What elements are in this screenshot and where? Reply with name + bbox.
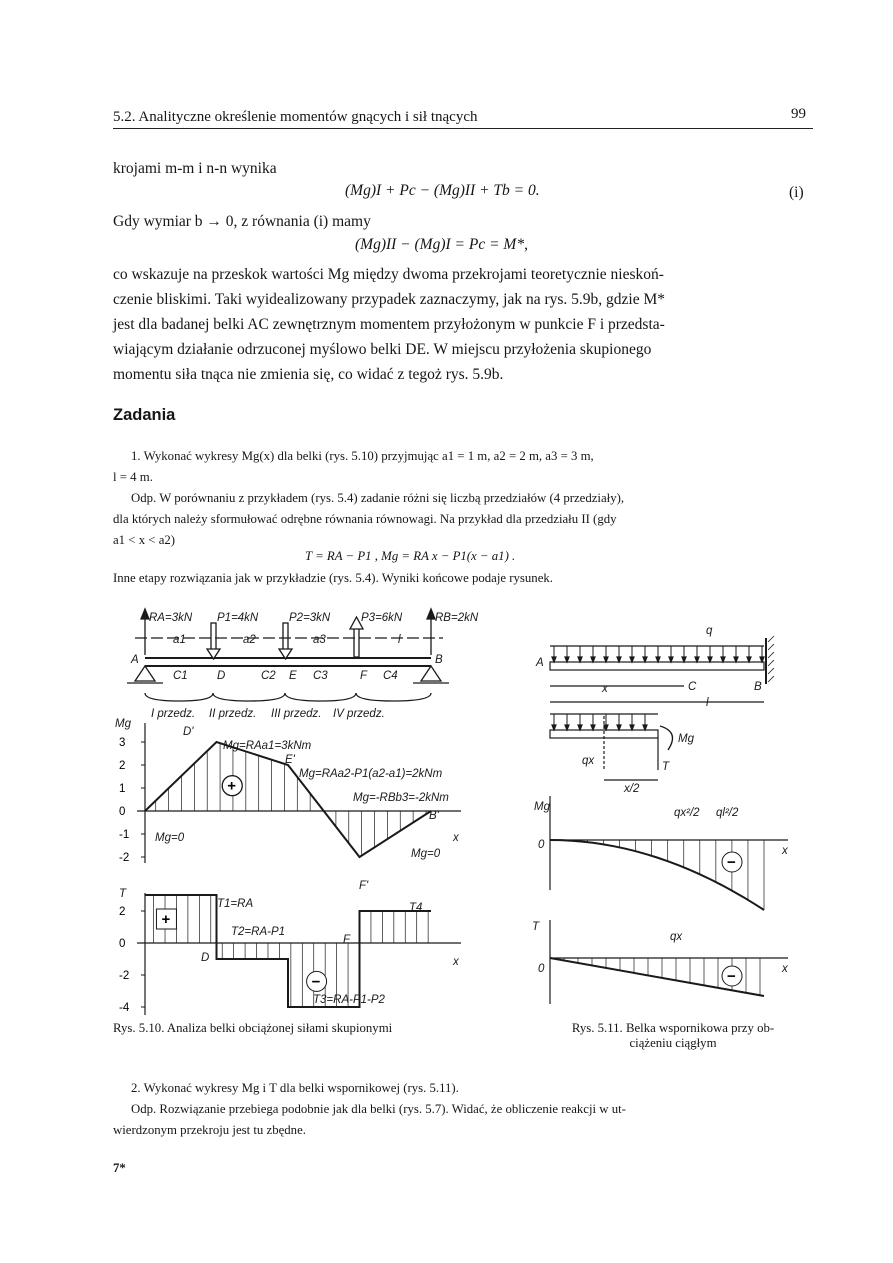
load-arrow-head xyxy=(617,725,621,730)
axis-label: T xyxy=(532,921,540,933)
load-arrow-head xyxy=(604,657,608,662)
moment-label: Mg=-RBb3=-2kNm xyxy=(353,792,449,804)
task-2 xyxy=(113,1078,815,1141)
point-label: E' xyxy=(285,754,295,766)
load-arrow-head xyxy=(747,657,751,662)
load-arrow-head xyxy=(643,657,647,662)
x-label: x xyxy=(782,845,788,857)
load-arrow-head xyxy=(565,725,569,730)
axis-label: Mg xyxy=(534,801,550,813)
load-arrow-head xyxy=(578,657,582,662)
shear-label: T3=RA-P1-P2 xyxy=(313,994,385,1006)
figure-caption xyxy=(528,1021,818,1051)
load-arrow-head xyxy=(682,657,686,662)
header-rule xyxy=(113,128,813,129)
point-label: F xyxy=(343,934,351,946)
figure-5-11 xyxy=(528,620,798,1012)
text-line: co wskazuje na przeskok wartości Mg między dwoma przekrojami teoretycznie nieskoń- xyxy=(113,266,664,283)
load-arrow-head xyxy=(643,725,647,730)
tick-label: 2 xyxy=(119,760,126,772)
paragraph xyxy=(113,262,815,387)
load-label: P2=3kN xyxy=(289,612,331,624)
point-label: E xyxy=(289,670,297,682)
load-arrow-head xyxy=(721,657,725,662)
axis-label: 0 xyxy=(538,963,545,975)
axis-label: T xyxy=(119,888,127,900)
load-arrow-head xyxy=(669,657,673,662)
x-label: x xyxy=(453,832,459,844)
minus-label: − xyxy=(727,968,736,985)
tick-label: -2 xyxy=(119,970,130,982)
point-label: D xyxy=(217,670,226,682)
point-label: C4 xyxy=(383,670,398,682)
point-label: B xyxy=(754,681,762,693)
moment-label: Mg xyxy=(678,733,694,745)
text-line: dla których należy sformułować odrębne równania równowagi. Na przykład dla przedziału II (gdy xyxy=(113,512,617,526)
load-arrow-head xyxy=(552,657,556,662)
equation-label: (i) xyxy=(789,184,804,201)
text-line: l = 4 m. xyxy=(113,470,153,484)
axis-label: Mg xyxy=(115,718,131,730)
point-label: A xyxy=(536,657,544,669)
load-arrow-head xyxy=(656,657,660,662)
load-arrow-head xyxy=(578,725,582,730)
point-label: C1 xyxy=(173,670,188,682)
point-label: F xyxy=(360,670,368,682)
moment-label: ql²/2 xyxy=(716,807,739,819)
dim-label: a2 xyxy=(243,634,256,646)
load-arrow-head xyxy=(760,657,764,662)
point-label: A xyxy=(131,654,139,666)
plus-label: + xyxy=(227,777,236,795)
shear-label: T xyxy=(662,761,670,773)
load-arrow-head xyxy=(708,657,712,662)
load-arrow-head xyxy=(552,725,556,730)
equation: T = RA − P1 , Mg = RA x − P1(x − a1) . xyxy=(305,549,516,563)
shear-label: T2=RA-P1 xyxy=(231,926,286,938)
text-line: Odp. Rozwiązanie przebiega podobnie jak dla belki (rys. 5.7). Widać, że obliczenie reakcji w ut- xyxy=(131,1102,626,1116)
text-line: Gdy wymiar b → 0, z równania (i) mamy xyxy=(113,213,371,230)
equation: (Mg)II − (Mg)I = Pc = M*, xyxy=(355,236,528,253)
text-line: Inne etapy rozwiązania jak w przykładzie (rys. 5.4). Wyniki końcowe podaje rysunek. xyxy=(113,571,553,585)
text-line: jest dla badanej belki AC zewnętrznym momentem przyłożonym w punkcie F i przedsta- xyxy=(113,316,665,333)
footer-signature: 7* xyxy=(113,1161,126,1175)
load-label: qx xyxy=(582,755,595,767)
interval-label: IV przedz. xyxy=(333,708,385,720)
point-label: B xyxy=(435,654,443,666)
load-arrow-head xyxy=(630,725,634,730)
section-heading: Zadania xyxy=(113,406,176,424)
equation-i: (Mg)I + Pc − (Mg)II + Tb = 0. xyxy=(345,182,540,199)
load-arrow-head xyxy=(591,725,595,730)
page-number: 99 xyxy=(791,106,806,122)
text-line: wierdzonym przekroju jest tu zbędne. xyxy=(113,1123,306,1137)
cantilever-moment-diagram xyxy=(550,796,788,910)
text-line: momentu siła tnąca nie zmienia się, co widać z tegoż rys. 5.9b. xyxy=(113,366,504,383)
point-label: D' xyxy=(183,726,194,738)
dim-label: l xyxy=(706,697,709,709)
point-label: F' xyxy=(359,880,369,892)
moment-label: qx²/2 xyxy=(674,807,700,819)
axis-label: 0 xyxy=(538,839,545,851)
text-line: krojami m-m i n-n wynika xyxy=(113,160,277,177)
figure-caption: Rys. 5.10. Analiza belki obciążonej siłami skupionymi xyxy=(113,1021,393,1035)
task-1 xyxy=(113,446,815,551)
load-label: P1=4kN xyxy=(217,612,259,624)
minus-label: − xyxy=(311,973,321,991)
interval-label: III przedz. xyxy=(271,708,322,720)
interval-label: I przedz. xyxy=(151,708,196,720)
text-line: Odp. W porównaniu z przykładem (rys. 5.4) zadanie różni się liczbą przedziałów (4 przedziały), xyxy=(131,491,625,505)
minus-label: − xyxy=(727,854,736,871)
text-line: czenie bliskimi. Taki wyidealizowany przypadek zaznaczymy, jak na rys. 5.9b, gdzie M* xyxy=(113,291,665,308)
dim-label: x xyxy=(602,683,608,695)
text-line: wiającym działanie odrzuconej myślowo belki DE. W miejscu przyłożenia skupionego xyxy=(113,341,652,358)
load-arrow-head xyxy=(617,657,621,662)
cantilever-shear-diagram xyxy=(550,920,788,1004)
point-label: D xyxy=(201,952,210,964)
plus-label: + xyxy=(161,911,171,928)
caption-line: Rys. 5.11. Belka wspornikowa przy ob- xyxy=(571,1021,775,1035)
load-arrow-head xyxy=(734,657,738,662)
tick-label: 1 xyxy=(119,783,126,795)
x-label: x xyxy=(782,963,788,975)
x-label: x xyxy=(453,956,459,968)
dim-label: a1 xyxy=(173,634,186,646)
caption-line: ciążeniu ciągłym xyxy=(629,1036,717,1050)
load-label: RA=3kN xyxy=(149,612,193,624)
tick-label: -4 xyxy=(119,1002,130,1014)
dim-label: l xyxy=(398,634,401,646)
load-arrow-head xyxy=(630,657,634,662)
dim-label: x/2 xyxy=(624,783,640,795)
moment-label: Mg=0 xyxy=(155,832,185,844)
load-arrow-head xyxy=(695,657,699,662)
moment-label: Mg=0 xyxy=(411,848,441,860)
moment-label: Mg=RAa1=3kNm xyxy=(223,740,312,752)
point-label: C xyxy=(688,681,697,693)
tick-label: -1 xyxy=(119,829,130,841)
tick-label: 0 xyxy=(119,806,126,818)
dim-label: a3 xyxy=(313,634,326,646)
load-label: P3=6kN xyxy=(361,612,403,624)
point-label: C3 xyxy=(313,670,328,682)
point-label: C2 xyxy=(261,670,276,682)
tick-label: 0 xyxy=(119,938,126,950)
moment-label: Mg=RAa2-P1(a2-a1)=2kNm xyxy=(299,768,443,780)
figure-5-10 xyxy=(113,605,513,1017)
shear-label: qx xyxy=(670,931,683,943)
load-label: RB=2kN xyxy=(435,612,479,624)
point-label: B' xyxy=(429,810,439,822)
text-line: 1. Wykonać wykresy Mg(x) dla belki (rys. 5.10) przyjmując a1 = 1 m, a2 = 2 m, a3 = 3 m, xyxy=(131,449,594,463)
running-header: 5.2. Analityczne określenie momentów gnących i sił tnących xyxy=(113,109,478,125)
tick-label: -2 xyxy=(119,852,130,864)
shear-label: T1=RA xyxy=(217,898,254,910)
shear-label: T4 xyxy=(409,902,423,914)
text-line: 2. Wykonać wykresy Mg i T dla belki wspornikowej (rys. 5.11). xyxy=(131,1081,459,1095)
load-arrow-head xyxy=(565,657,569,662)
interval-label: II przedz. xyxy=(209,708,257,720)
load-arrow-head xyxy=(591,657,595,662)
tick-label: 3 xyxy=(119,737,126,749)
load-label: q xyxy=(706,625,713,637)
text-line: a1 < x < a2) xyxy=(113,533,176,547)
tick-label: 2 xyxy=(119,906,126,918)
